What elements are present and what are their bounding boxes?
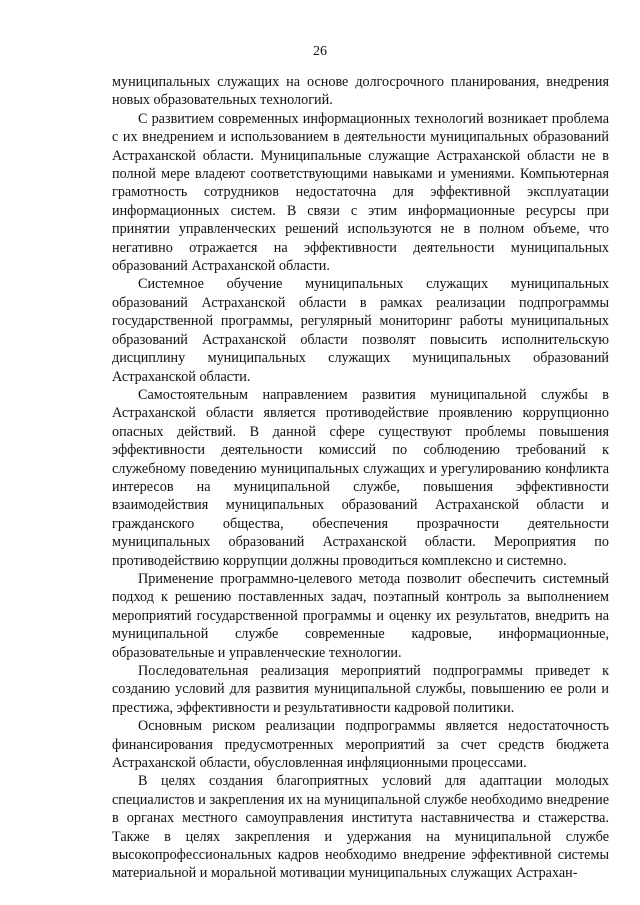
paragraph-information-technologies: С развитием современных информационных технологий возникает проблема с их внедрением и использованием в деятельности муниципальных образований Астраханской области. Муниципальные служащие Астраханской области не в полной мере владеют соответствующими навыками и умениями. Компьютерная грамотность сотрудников недостаточна для эффективной эксплуатации информационных систем. В связи с этим информационные ресурсы при принятии управленческих решений используются не в полном объеме, что негативно отражается на эффективности деятельности муниципальных образований Астраханской области. [112,110,609,275]
paragraph-systematic-training: Системное обучение муниципальных служащих муниципальных образований Астраханской области в рамках реализации подпрограммы государственной программы, регулярный мониторинг работы муниципальных образований Астраханской области позволят повысить исполнительскую дисциплину муниципальных служащих муниципальных образований Астраханской области. [112,276,609,385]
paragraph-main-risk: Основным риском реализации подпрограммы является недостаточность финансирования предусмотренных мероприятий за счет средств бюджета Астраханской области, обусловленная инфляционными процессами. [112,718,609,772]
body-text [112,73,609,883]
paragraph-anti-corruption: Самостоятельным направлением развития муниципальной службы в Астраханской области является противодействие проявлению коррупционно опасных действий. В данной сфере существуют проблемы повышения эффективности деятельности комиссий по соблюдению требований к служебному поведению муниципальных служащих и урегулированию конфликта интересов на муниципальной службе, повышения эффективности взаимодействия муниципальных образований Астраханской области и гражданского общества, обеспечения прозрачности деятельности муниципальных образований Астраханской области. Мероприятия по противодействию коррупции должны проводиться комплексно и системно. [112,386,609,569]
page-number: 26 [313,44,327,59]
paragraph-program-target-method: Применение программно-целевого метода позволит обеспечить системный подход к решению поставленных задач, поэтапный контроль за выполнением мероприятий государственной программы и оценку их результатов, внедрить на муниципальной службе современные кадровые, информационные, образовательные и управленческие технологии. [112,570,609,661]
paragraph-continuation: муниципальных служащих на основе долгосрочного планирования, внедрения новых образовательных технологий. [112,74,609,109]
paragraph-young-specialists: В целях создания благоприятных условий для адаптации молодых специалистов и закрепления их на муниципальной службе необходимо внедрение в органах местного самоуправления института наставничества и стажерства. Также в целях закрепления и удержания на муниципальной службе высокопрофессиональных кадров необходимо внедрение эффективной системы материальной и моральной мотивации муниципальных служащих Астрахан- [112,773,609,882]
paragraph-consistent-implementation: Последовательная реализация мероприятий подпрограммы приведет к созданию условий для развития муниципальной службы, повышению ее роли и престижа, эффективности и результативности кадровой политики. [112,663,609,716]
